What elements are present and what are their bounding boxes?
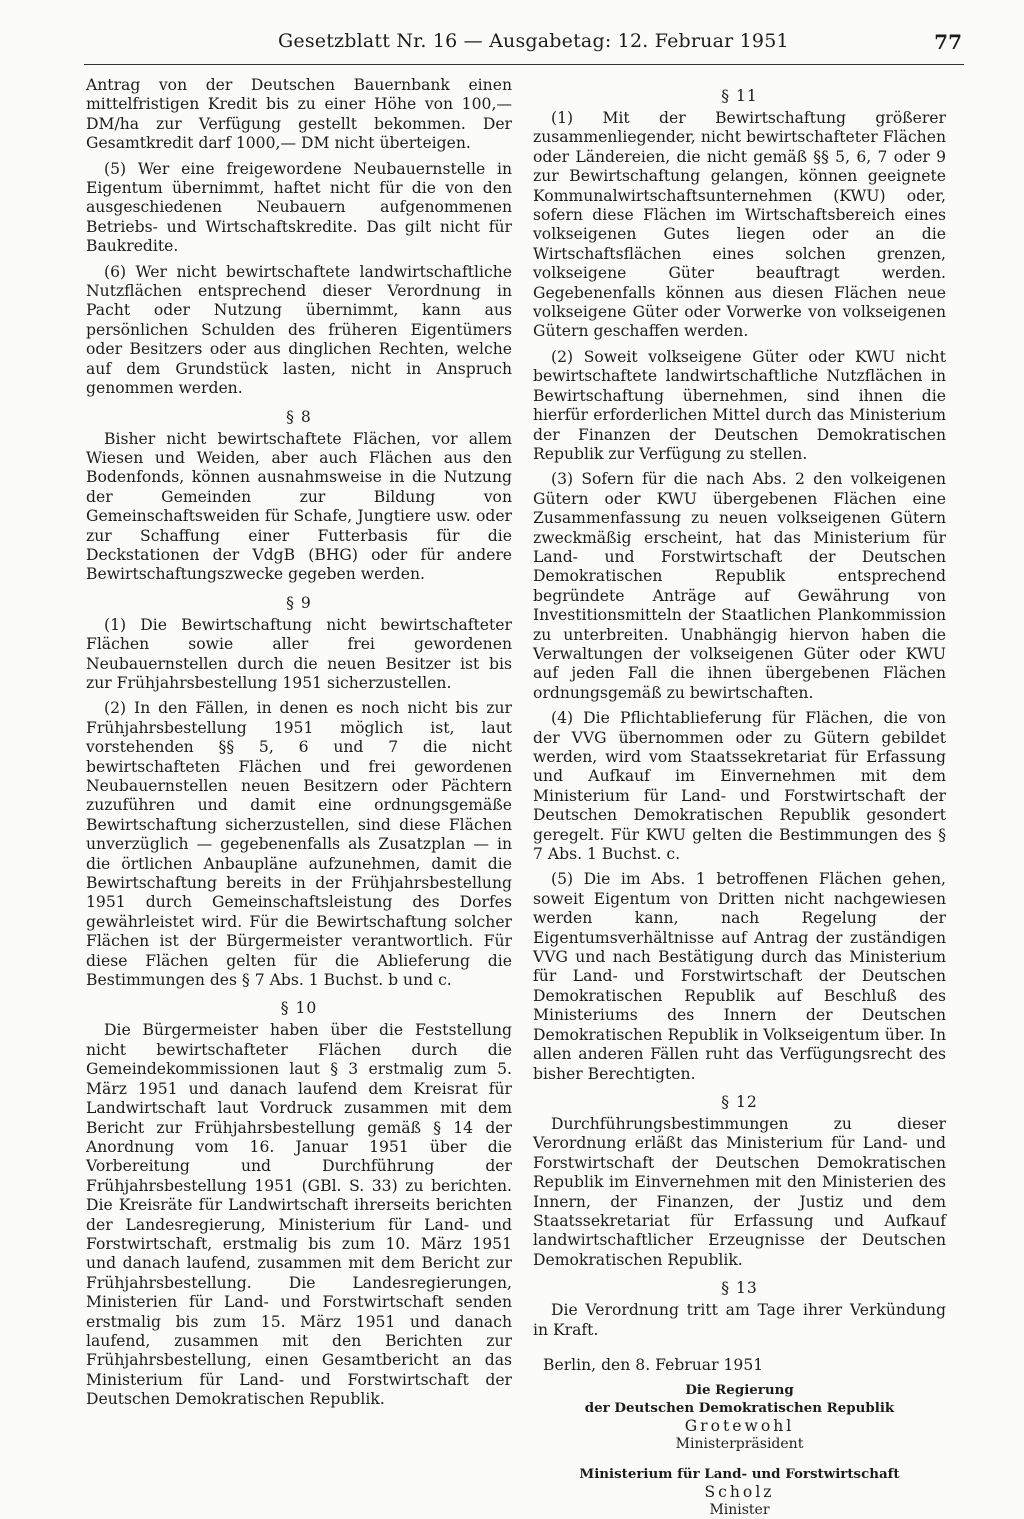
section-9-paragraph-1: (1) Die Bewirtschaftung nicht bewirtschafteter Flächen sowie aller frei gewordenen Neubauernstellen durch die neuen Besitzer ist bis zur Frühjahrsbestellung 1951 sicherzustellen. (86, 615, 512, 692)
section-12-text: Durchführungsbestimmungen zu dieser Verordnung erläßt das Ministerium für Land- und Forstwirtschaft der Deutschen Demokratischen Republik im Einvernehmen mit den Ministerien des Innern, der Finanzen, der Justiz und dem Staatssekretariat für Erfassung und Aufkauf landwirtschaftlicher Erzeugnisse der Deutschen Demokratischen Republik. (533, 1114, 946, 1269)
section-9-paragraph-2: (2) In den Fällen, in denen es noch nicht bis zur Frühjahrsbestellung 1951 möglich ist, laut vorstehenden §§ 5, 6 und 7 die nicht bewirtschafteten Flächen und frei gewordenen Neubauernstellen neuen Besitzern oder Pächtern zuzuführen und damit eine ordnungsgemäße Bewirtschaftung sicherzustellen, sind diese Flächen unverzüglich — gegebenenfalls als Zusatzplan — in die örtlichen Anbaupläne aufzunehmen, damit die Bewirtschaftung bereits in der Frühjahrsbestellung 1951 durch Gemeinschaftsleistung des Dorfes gewährleistet wird. Für die Bewirtschaftung solcher Flächen ist der Bürgermeister verantwortlich. Für diese Flächen gelten für die Ablieferung die Bestimmungen des § 7 Abs. 1 Buchst. b und c. (86, 699, 512, 990)
section-11-paragraph-3: (3) Sofern für die nach Abs. 2 den volkeigenen Gütern oder KWU übergebenen Flächen eine Zusammenfassung zu neuen volkseigenen Gütern zweckmäßig erscheint, hat das Ministerium für Land- und Forstwirtschaft der Deutschen Demokratischen Republik entsprechend begründete Anträge auf Gewährung von Investitionsmitteln der Staatlichen Plankommission zu unterbreiten. Unabhängig hiervon haben die Verwaltungen der volkseigenen Güter oder KWU auf jeden Fall die ihnen übergebenen Flächen ordnungsgemäß zu bewirtschaften. (533, 470, 946, 702)
section-10-text: Die Bürgermeister haben über die Feststellung nicht bewirtschafteter Flächen durch die Gemeindekommissionen laut § 3 erstmalig zum 5. März 1951 und danach laufend dem Kreisrat für Landwirtschaft laut Vordruck zusammen mit dem Bericht zur Frühjahrsbestellung gemäß § 14 der Anordnung vom 16. Januar 1951 über die Vorbereitung und Durchführung der Frühjahrsbestellung 1951 (GBl. S. 33) zu berichten. Die Kreisräte für Landwirtschaft ihrerseits berichten der Landesregierung, Ministerium für Land- und Forstwirtschaft, erstmalig bis zum 10. März 1951 und danach laufend, zusammen mit dem Bericht zur Frühjahrsbestellung. Die Landesregierungen, Ministerien für Land- und Forstwirtschaft senden erstmalig bis zum 15. März 1951 und danach laufend, zusammen mit den Berichten zur Frühjahrsbestellung, einen Gesamtbericht an das Ministerium für Land- und Forstwirtschaft der Deutschen Demokratischen Republik. (86, 1021, 512, 1409)
signature-org-line-2: der Deutschen Demokratischen Republik (584, 1400, 895, 1417)
paragraph-7-5: (5) Wer eine freigewordene Neubauernstelle in Eigentum übernimmt, haftet nicht für die von den ausgeschiedenen Neubauern aufgenommenen Betriebs- und Wirtschaftskredite. Das gilt nicht für Baukredite. (86, 159, 512, 256)
page-number: 77 (934, 30, 962, 54)
right-column (533, 76, 946, 1519)
signature-minister-name: Scholz (704, 1483, 775, 1502)
paragraph-7-6: (6) Wer nicht bewirtschaftete landwirtschaftliche Nutzflächen entsprechend dieser Verordnung in Pacht oder Nutzung übernimmt, kann aus persönlichen Schulden des früheren Eigentümers oder Besitzers oder aus dinglichen Rechten, welche auf dem Grundstück lasten, nicht in Anspruch genommen werden. (86, 262, 512, 398)
section-11-paragraph-5: (5) Die im Abs. 1 betroffenen Flächen gehen, soweit Eigentum von Dritten nicht nachgewiesen werden kann, nach Regelung der Eigentumsverhältnisse auf Antrag der zuständigen VVG und nach Bestätigung durch das Ministerium für Land- und Forstwirtschaft der Deutschen Demokratischen Republik auf Beschluß des Ministeriums des Innern der Deutschen Demokratischen Republik in Volkseigentum über. In allen anderen Fällen ruht das Verfügungsrecht des bisher Berechtigten. (533, 870, 946, 1083)
section-11-paragraph-2: (2) Soweit volkseigene Güter oder KWU nicht bewirtschaftete landwirtschaftliche Nutzflächen in Bewirtschaftung übernehmen, sind ihnen die hierfür erforderlichen Mittel durch das Ministerium der Finanzen der Deutschen Demokratischen Republik zur Verfügung zu stellen. (533, 347, 946, 463)
section-10-heading: § 10 (280, 999, 318, 1018)
section-8-heading: § 8 (286, 407, 312, 426)
section-11-paragraph-4: (4) Die Pflichtablieferung für Flächen, die von der VVG übernommen oder zu Gütern gebildet werden, wird vom Staatssekretariat für Erfassung und Aufkauf im Einvernehmen mit dem Ministerium für Land- und Forstwirtschaft der Deutschen Demokratischen Republik gesondert geregelt. Für KWU gelten die Bestimmungen des § 7 Abs. 1 Buchst. c. (533, 709, 946, 864)
signature-title: Ministerpräsident (675, 1436, 804, 1453)
page-header (84, 28, 964, 65)
section-12-heading: § 12 (721, 1092, 758, 1111)
signature-ministry-name: Ministerium für Land- und Forstwirtschaft (579, 1466, 900, 1483)
signature-block-government (533, 1381, 946, 1453)
left-column (86, 76, 512, 1416)
signature-block-ministry (533, 1465, 946, 1519)
section-13-heading: § 13 (721, 1279, 758, 1298)
place-and-date: Berlin, den 8. Februar 1951 (543, 1355, 764, 1374)
signature-name: Grotewohl (684, 1417, 795, 1436)
header-title: Gesetzblatt Nr. 16 — Ausgabetag: 12. Februar 1951 (278, 30, 789, 52)
signature-minister-title: Minister (709, 1502, 770, 1519)
section-8-text: Bisher nicht bewirtschaftete Flächen, vor allem Wiesen und Weiden, aber auch Flächen aus den Bodenfonds, können ausnahmsweise in die Nutzung der Gemeinden zur Bildung von Gemeinschaftsweiden für Schafe, Jungtiere usw. oder zur Schaffung einer Futterbasis für die Deckstationen der VdgB (BHG) oder für andere Bewirtschaftungszwecke gegeben werden. (86, 429, 512, 584)
section-9-heading: § 9 (286, 593, 312, 612)
section-11-heading: § 11 (721, 87, 758, 105)
signature-org-line-1: Die Regierung (685, 1382, 794, 1399)
paragraph-continuation: Antrag von der Deutschen Bauernbank einen mittelfristigen Kredit bis zu einer Höhe von 100,— DM/ha zur Verfügung gestellt bekommen. Der Gesamtkredit darf 1000,— DM nicht überteigen. (86, 76, 512, 153)
section-11-paragraph-1: (1) Mit der Bewirtschaftung größerer zusammenliegender, nicht bewirtschafteter Flächen oder Ländereien, die nicht gemäß §§ 5, 6, 7 oder 9 zur Bewirtschaftung gelangen, können geeignete Kommunalwirtschaftsunternehmen (KWU) oder, sofern diese Flächen im Wirtschaftsbereich eines volkseigenen Gutes liegen oder an die Wirtschaftsflächen eines solchen grenzen, volkseigene Güter beauftragt werden. Gegebenenfalls können aus diesen Flächen neue volkseigene Güter oder Vorwerke von volkseigenen Gütern geschaffen werden. (533, 109, 946, 341)
section-13-text: Die Verordnung tritt am Tage ihrer Verkündung in Kraft. (533, 1301, 946, 1339)
